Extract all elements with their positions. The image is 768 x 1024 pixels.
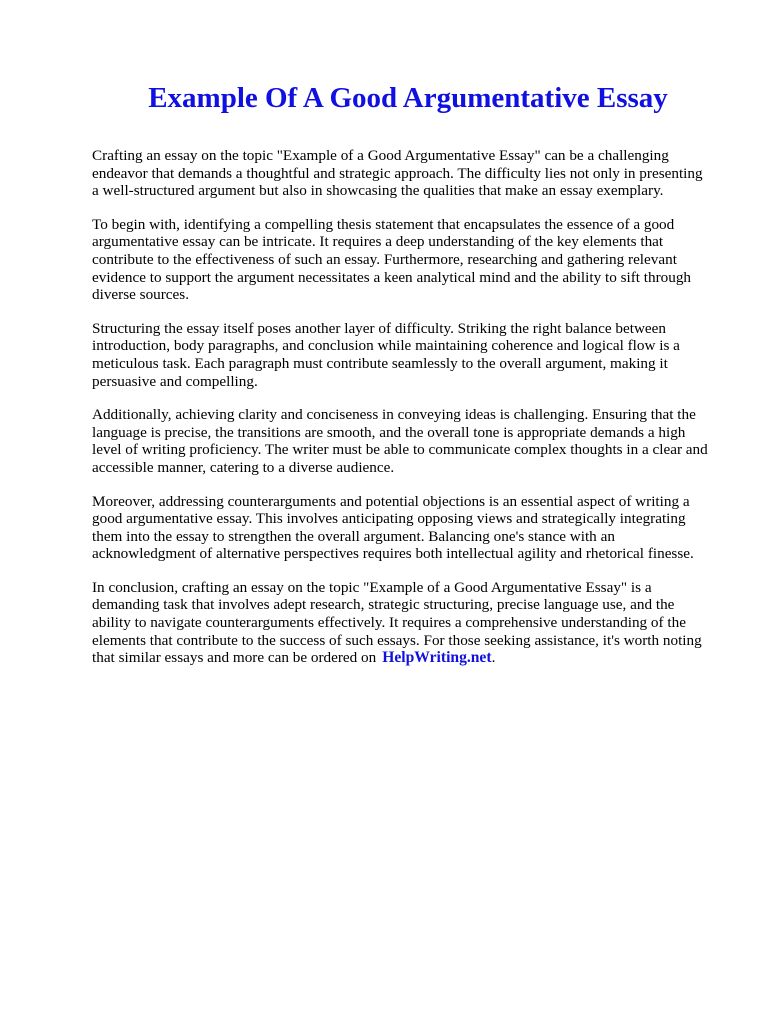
paragraph-line: them into the essay to strengthen the overall argument. Balancing one's stance with an bbox=[92, 527, 615, 545]
paragraph-line: a well-structured argument but also in showcasing the qualities that make an essay exemplary. bbox=[92, 182, 664, 200]
paragraph-6 bbox=[92, 579, 728, 667]
paragraph-line: evidence to support the argument necessitates a keen analytical mind and the ability to sift through bbox=[92, 268, 692, 286]
paragraph-line: accessible manner, catering to a diverse audience. bbox=[92, 458, 395, 476]
last-line-suffix: . bbox=[491, 649, 496, 667]
paragraph-line: elements that contribute to the success of such essays. For those seeking assistance, it's worth noting bbox=[92, 631, 702, 649]
paragraph-line: endeavor that demands a thoughtful and strategic approach. The difficulty lies not only in presenting bbox=[92, 164, 703, 182]
last-line-prefix: that similar essays and more can be ordered on bbox=[92, 649, 377, 667]
paragraph-line: acknowledgment of alternative perspectives requires both intellectual agility and rhetorical finesse. bbox=[92, 545, 694, 563]
paragraph-4 bbox=[92, 406, 728, 476]
paragraph-line: meticulous task. Each paragraph must contribute seamlessly to the overall argument, making it bbox=[92, 354, 668, 372]
paragraph-3 bbox=[92, 320, 728, 390]
paragraph-line: To begin with, identifying a compelling thesis statement that encapsulates the essence of a good bbox=[92, 215, 675, 233]
paragraph-line: good argumentative essay. This involves anticipating opposing views and strategically integrating bbox=[92, 510, 686, 528]
paragraph-line: argumentative essay can be intricate. It requires a deep understanding of the key elements that bbox=[92, 233, 664, 251]
paragraph-line: Crafting an essay on the topic "Example of a Good Argumentative Essay" can be a challenging bbox=[92, 147, 669, 164]
paragraph-line: Additionally, achieving clarity and conciseness in conveying ideas is challenging. Ensuring that the bbox=[92, 406, 696, 424]
paragraph-line: diverse sources. bbox=[92, 286, 189, 304]
paragraph-1 bbox=[92, 147, 728, 200]
essay-body bbox=[92, 147, 728, 683]
paragraph-line: persuasive and compelling. bbox=[92, 372, 258, 390]
paragraph-line: language is precise, the transitions are smooth, and the overall tone is appropriate demands a high bbox=[92, 423, 686, 441]
paragraph-line: ability to navigate counterarguments effectively. It requires a comprehensive understanding of the bbox=[92, 614, 686, 632]
paragraph-line: introduction, body paragraphs, and conclusion while maintaining coherence and logical flow is a bbox=[92, 337, 680, 355]
paragraph-line: Structuring the essay itself poses another layer of difficulty. Striking the right balance between bbox=[92, 319, 667, 337]
paragraph-line: level of writing proficiency. The writer must be able to communicate complex thoughts in a clear and bbox=[92, 441, 708, 459]
paragraph-line: In conclusion, crafting an essay on the topic "Example of a Good Argumentative Essay" is a bbox=[92, 578, 652, 596]
paragraph-5 bbox=[92, 493, 728, 563]
page-title: Example Of A Good Argumentative Essay bbox=[148, 82, 668, 114]
helpwriting-link[interactable]: HelpWriting.net bbox=[382, 649, 492, 667]
paragraph-2 bbox=[92, 216, 728, 304]
paragraph-last-line bbox=[92, 649, 728, 667]
paragraph-line: demanding task that involves adept research, strategic structuring, precise language use, and the bbox=[92, 596, 675, 614]
paragraph-line: Moreover, addressing counterarguments and potential objections is an essential aspect of writing a bbox=[92, 492, 690, 510]
paragraph-line: contribute to the effectiveness of such an essay. Furthermore, researching and gathering relevant bbox=[92, 250, 677, 268]
